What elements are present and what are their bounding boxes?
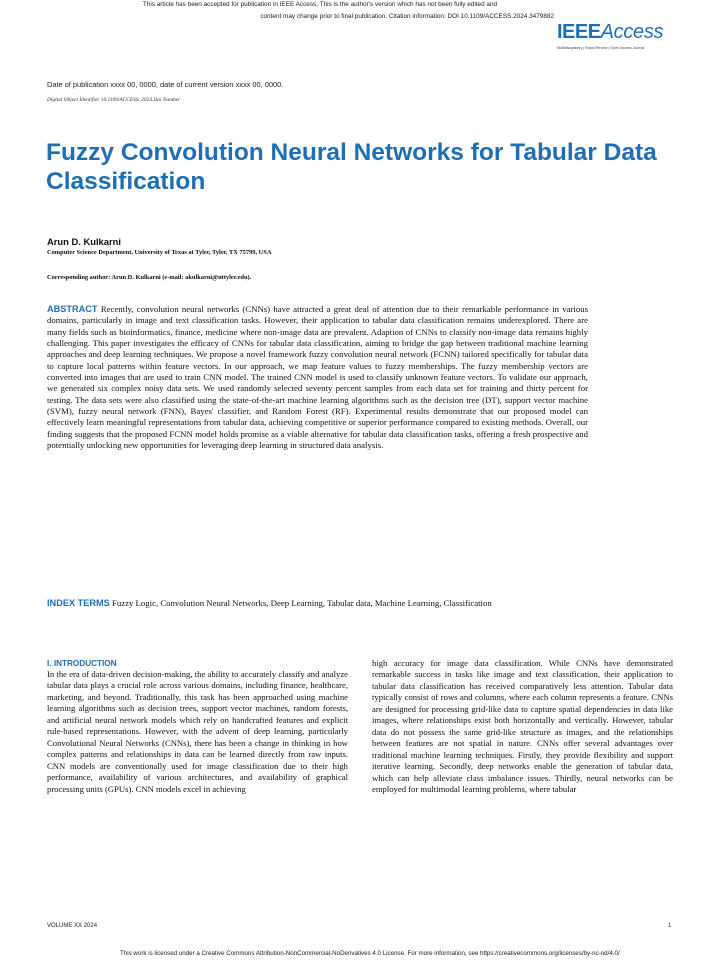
logo-tagline: Multidisciplinary | Rapid Review | Open Access Journal — [557, 46, 645, 50]
section-heading-introduction: I. INTRODUCTION — [47, 659, 117, 668]
abstract-text: Recently, convolution neural networks (CNNs) have attracted a great deal of attention due to their remarkable performance in various domains, particularly in image and text classification tasks. However, their application to tabular data classification remains underexplored. There are many fields such as bioinformatics, finance, medicine where non-image data are prevalent. Adaption of CNNs to classify non-image data remains highly challenging. This paper investigates the efficacy of CNNs for tabular data classification, aiming to bridge the gap between traditional machine learning approaches and deep learning techniques. We propose a novel framework fuzzy convolution neural network (FCNN) tailored specifically for tabular data to capture local patterns within feature vectors. In our approach, we map feature values to fuzzy memberships. The fuzzy membership vectors are converted into images that are used to train CNN model. The trained CNN model is used to classify unknown feature vectors. To validate our approach, we generated six complex noisy data sets. We used randomly selected seventy percent samples from each data set for training and thirty percent for testing. The data sets were also classified using the state-of-the-art machine learning algorithms such as the decision tree (DT), support vector machine (SVM), fuzzy neural network (FNN), Bayes' classifier, and Random Forest (RF). Experimental results demonstrate that our proposed model can effectively learn meaningful representations from tabular data, achieving competitive or superior performance compared to existing methods. Overall, our finding suggests that the proposed FCNN model holds promise as a viable alternative for tabular data classification tasks, offering a fresh prospective and potentially unlocking new opportunities for leveraging deep learning in structured data analysis. — [47, 304, 589, 451]
doi-line: Digital Object Identifier 10.1109/ACCESS. 2024.Doi Number — [47, 97, 181, 103]
abstract — [47, 304, 588, 451]
introduction-left-text: In the era of data-driven decision-making, the ability to accurately classify and analyze tabular data plays a crucial role across various domains, including finance, healthcare, marketing, and beyond. Traditionally, this task has been approached using machine learning algorithms such as decision trees, support vector machines, random forests, and artificial neural network models which rely on handcrafted features and explicit rule-based representations. However, with the advent of deep learning, particularly Convolutional Neural Networks (CNNs), there has been a change in thinking in how complex patterns and relationships in data can be learned directly from raw inputs. CNN models are conventionally used for image classification due to their high performance, availability of various architectures, and availability of graphical processing units (GPUs). CNN models excel in achieving — [47, 669, 348, 794]
index-terms-text: Fuzzy Logic, Convolution Neural Networks, Deep Learning, Tabular data, Machine Learning, Classification — [111, 598, 492, 608]
logo-ieee-text: IEEE — [557, 21, 601, 43]
paper-title: Fuzzy Convolution Neural Networks for Tabular Data Classification — [46, 139, 657, 195]
abstract-label: ABSTRACT — [47, 304, 98, 314]
publication-date: Date of publication xxxx 00, 0000, date of current version xxxx 00, 0000. — [47, 80, 284, 89]
author-affiliation: Computer Science Department, University of Texas at Tyler, Tyler, TX 75799, USA — [47, 249, 272, 256]
notice-line-1: This article has been accepted for publication in IEEE Access. This is the author's version which has not been fully edited and — [142, 1, 498, 8]
footer-volume: VOLUME XX 2024 — [47, 923, 98, 929]
body-column-left — [47, 658, 348, 795]
corresponding-author: Corresponding author: Arun D. Kulkarni (e-mail: akulkarni@uttyler.edu). — [47, 274, 252, 281]
author-name: Arun D. Kulkarni — [47, 236, 121, 247]
logo-access-text: Access — [600, 21, 664, 43]
introduction-right-text: high accuracy for image data classification. While CNNs have demonstrated remarkable success in tasks like image and text classification, their application to tabular data classification has received comparatively less attention. Tabular data typically consist of rows and columns, where each column represents a feature. CNNs are designed for processing grid-like data to capture spatial dependencies in data like images, where relationships exist both horizontally and vertically. However, tabular data do not possess the same grid-like structure as images, and the relationships between features are not spatial in nature. CNNs offer several advantages over traditional machine learning techniques. Firstly, they provide flexibility and support iterative learning. Secondly, deep networks enable the generation of tabular data, which can help alleviate class imbalance issues. Thirdly, neural networks can be employed for multimodal learning problems, where tabular — [372, 658, 673, 794]
body-column-right — [372, 658, 673, 795]
index-terms-label: INDEX TERMS — [47, 598, 110, 608]
footer-page-number: 1 — [668, 923, 672, 929]
logo-wordmark — [557, 21, 677, 43]
notice-line-2: content may change prior to final publication. Citation information: DOI 10.1109/ACCESS.2024.3479882 — [260, 13, 554, 20]
license-notice: This work is licensed under a Creative Commons Attribution-NonCommercial-NoDerivatives 4.0 License. For more information, see https://creativecommons.org/licenses/by-nc-nd/4.0/ — [120, 950, 620, 957]
ieee-access-logo — [557, 21, 677, 53]
index-terms — [47, 598, 588, 610]
